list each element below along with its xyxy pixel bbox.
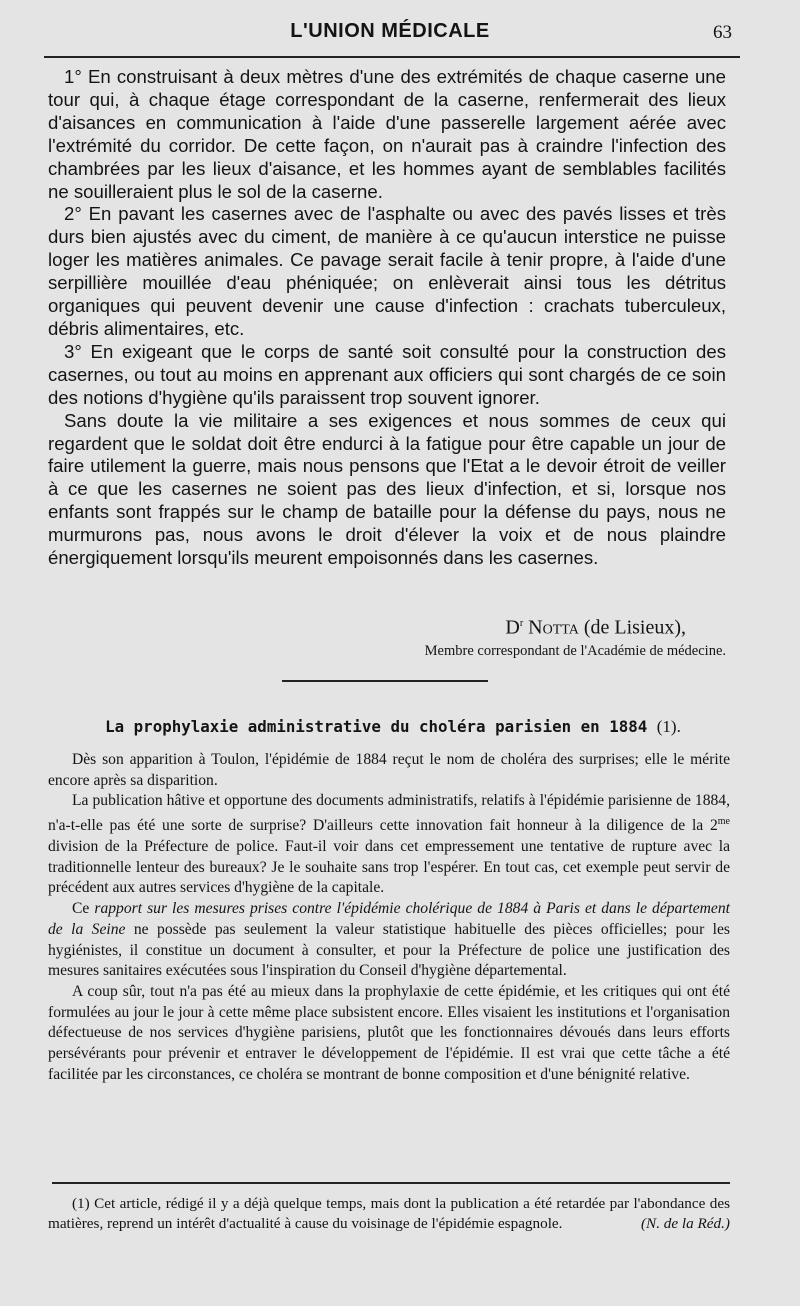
p2-end: division de la Préfecture de police. Faut-il voir dans cet empressement une tentative de rupture avec la traditionnelle lenteur des bureaux? Je le souhaite sans trop l'espérer. En tout cas, cet exemple peut servir de précédent aux autres services d'hygiène de la capitale. [48, 838, 730, 897]
page-number: 63 [713, 22, 732, 43]
journal-title: L'UNION MÉDICALE [290, 20, 490, 42]
article-heading [48, 716, 738, 738]
article-body [48, 750, 730, 1085]
report-title-italic: rapport sur les mesures prises contre l'épidémie cholérique de 1884 à Paris et dans le département de la Seine [48, 900, 730, 938]
running-head [48, 20, 732, 46]
author-prefix-sup: r [519, 618, 524, 629]
footnote-text: (1) Cet article, rédigé il y a déjà quelque temps, mais dont la publication a été retardée par l'abondance des matières, reprend un intérêt d'actualité à cause du voisinage de l'épidémie espagnole. [48, 1195, 730, 1232]
author-prefix: D [505, 616, 520, 639]
paragraph-3: 3° En exigeant que le corps de santé soit consulté pour la construction des casernes, ou tout au moins en apprenant aux officiers qui sont chargés de ce soin des notions d'hygiène qu'ils paraissent trop souvent ignorer. [48, 340, 726, 408]
article-paragraph-2 [48, 791, 730, 899]
footnote-rule [52, 1182, 730, 1184]
p2-ordinal-sup: me [717, 816, 730, 828]
article-paragraph-4: A coup sûr, tout n'a pas été au mieux dans la prophylaxie de cette épidémie, et les critiques qui ont été formulées au jour le jour à cette même place subsistent encore. Elles visaient les institutions et l'organisation défectueuse de nos services d'hygiène parisiens, plutôt que les fonctionnaires dévoués dans leurs efforts persévérants pour prévenir et entraver le développement de l'épidémie. Il est vrai que cette tâche a été facilitée par les circonstances, ce choléra se montrant de bonne composition et d'une bénignité relative. [48, 982, 730, 1083]
article-paragraph-1: Dès son apparition à Toulon, l'épidémie de 1884 reçut le nom de choléra des surprises; elle le mérite encore après sa disparition. [48, 751, 730, 789]
heading-footnote-ref: (1). [656, 717, 681, 736]
signature-block [48, 611, 726, 661]
p2-start: La publication hâtive et opportune des documents administratifs, relatifs à l'épidémie parisienne de 1884, n'a-t-elle pas été une sorte de surprise? D'ailleurs cette innovation fait honneur à la diligence de la 2 [48, 792, 730, 835]
author-name: Notta [528, 616, 579, 639]
paragraph-2: 2° En pavant les casernes avec de l'asphalte ou avec des pavés lisses et très durs bien ajustés avec du ciment, de manière à ce qu'aucun interstice ne puisse loger les matières animales. Ce pavage serait facile à tenir propre, à l'aide d'une serpillière mouillée d'eau phéniquée; on enlèverait ainsi tous les détritus organiques qui peuvent devenir une cause d'infection : crachats tuberculeux, débris alimentaires, etc. [48, 203, 726, 339]
paragraph-4: Sans doute la vie militaire a ses exigences et nous sommes de ceux qui regardent que le soldat doit être endurci à la fatigue pour être capable un jour de faire utilement la guerre, mais nous pensons que l'Etat a le devoir étroit de veiller à ce que les casernes ne soient pas des lieux d'infection, et si, lorsque nos enfants sont frappés sur le champ de bataille pour la défense du pays, nous ne murmurons pas, nous avons le droit d'élever la voix et de nous plaindre énergiquement lorsqu'ils meurent empoisonnés dans les casernes. [48, 409, 726, 569]
footnote [48, 1194, 730, 1234]
header-rule [44, 56, 740, 58]
article-title: La prophylaxie administrative du choléra parisien en 1884 [105, 717, 648, 736]
section-separator [282, 680, 488, 682]
paragraph-1: 1° En construisant à deux mètres d'une des extrémités de chaque caserne une tour qui, à chaque étage correspondant de la caserne, renfermerait des lieux d'aisances en communication à l'aide d'une passerelle largement aérée avec l'extrémité du corridor. De cette façon, on n'aurait pas à craindre l'infection des chambrées par les lieux d'aisance, et les hommes ayant de semblables facilités ne souilleraient plus le sol de la caserne. [48, 66, 726, 202]
author-title: Membre correspondant de l'Académie de médecine. [424, 642, 726, 659]
p3-start: Ce [72, 900, 95, 918]
footnote-attribution: (N. de la Réd.) [641, 1214, 730, 1232]
p3-end: ne possède pas seulement la valeur statistique habituelle des pièces officielles; pour les hygiénistes, il constitue un document à consulter, et pour la Préfecture de police une justification des mesures sanitaires exécutées sous l'inspiration du Conseil d'hygiène départemental. [48, 920, 730, 980]
author-signature [48, 611, 686, 641]
author-place: (de Lisieux), [583, 616, 686, 639]
letter-body [48, 66, 726, 570]
article-paragraph-3 [48, 899, 730, 982]
